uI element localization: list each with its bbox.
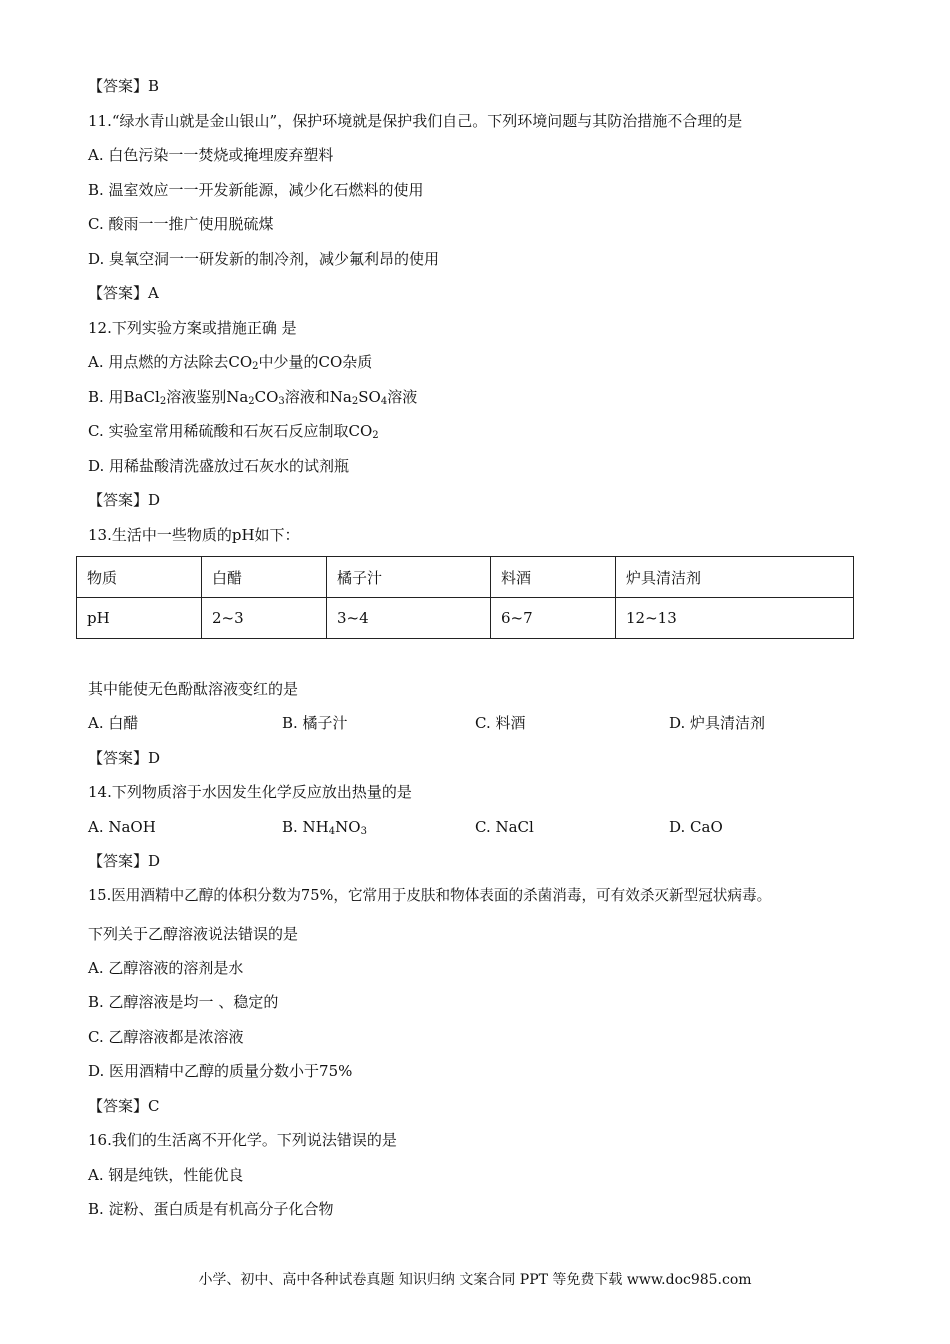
q11-option-b: B. 温室效应一一开发新能源，减少化石燃料的使用: [88, 181, 424, 199]
answer-14: 【答案】D: [88, 852, 161, 870]
q12-option-a: A. 用点燃的方法除去$CO_2$中少量的CO杂质: [88, 353, 373, 372]
q12-option-b: B. 用BaCl$_2$溶液鉴别$Na_2CO_3$溶液和$Na_2SO_4$溶液: [88, 388, 418, 407]
q11-option-d: D. 臭氧空洞一一研发新的制冷剂，减少氟利昂的使用: [88, 250, 440, 268]
q15-option-a: A. 乙醇溶液的溶剂是水: [88, 959, 244, 977]
question-13: 13.生活中一些物质的pH如下：: [88, 526, 300, 544]
q12-option-c: C. 实验室常用稀硫酸和石灰石反应制取$CO_2$: [88, 422, 379, 441]
answer-11: 【答案】A: [88, 284, 159, 302]
table-cell: 料酒: [491, 557, 616, 598]
q16-option-b: B. 淀粉、蛋白质是有机高分子化合物: [88, 1200, 334, 1218]
q13-stem-tail: 其中能使无色酚酞溶液变红的是: [88, 680, 299, 698]
question-16: 16.我们的生活离不开化学。下列说法错误的是: [88, 1131, 397, 1149]
q15-option-b: B. 乙醇溶液是均一 、稳定的: [88, 993, 279, 1011]
q13-option-b: B. 橘子汁: [282, 714, 348, 732]
q11-option-a: A. 白色污染一一焚烧或掩埋废弃塑料: [88, 146, 334, 164]
q11-option-c: C. 酸雨一一推广使用脱硫煤: [88, 215, 274, 233]
q13-option-c: C. 料酒: [475, 714, 526, 732]
answer-10: 【答案】B: [88, 77, 160, 95]
ph-table: [76, 556, 854, 639]
table-cell: 物质: [77, 557, 202, 598]
q14-option-b: B. $NH_4NO_3$: [282, 818, 367, 837]
question-11: 11.“绿水青山就是金山银山”，保护环境就是保护我们自己。下列环境问题与其防治措施不合理的是: [88, 112, 743, 130]
table-cell: 3~4: [327, 598, 491, 639]
table-cell: 炉具清洁剂: [616, 557, 854, 598]
table-cell: 12~13: [616, 598, 854, 639]
q15-option-d: D. 医用酒精中乙醇的质量分数小于75%: [88, 1062, 353, 1080]
table-cell: 白醋: [202, 557, 327, 598]
answer-12: 【答案】D: [88, 491, 161, 509]
table-cell: 橘子汁: [327, 557, 491, 598]
q14-option-c: C. NaCl: [475, 818, 534, 836]
q12-option-d: D. 用稀盐酸清洗盛放过石灰水的试剂瓶: [88, 457, 350, 475]
question-12: 12.下列实验方案或措施正确 是: [88, 319, 297, 337]
ph-table-value-row: [77, 598, 854, 639]
question-15-cont: 下列关于乙醇溶液说法错误的是: [88, 925, 299, 943]
ph-table-header-row: [77, 557, 854, 598]
table-cell: 6~7: [491, 598, 616, 639]
question-14: 14.下列物质溶于水因发生化学反应放出热量的是: [88, 783, 412, 801]
q13-option-d: D. 炉具清洁剂: [669, 714, 766, 732]
page-footer: 小学、初中、高中各种试卷真题 知识归纳 文案合同 PPT 等免费下载 www.doc985.com: [198, 1272, 752, 1288]
q14-option-a: A. NaOH: [88, 818, 156, 836]
question-15: 15.医用酒精中乙醇的体积分数为75%，它常用于皮肤和物体表面的杀菌消毒，可有效杀灭新型冠状病毒。: [88, 887, 772, 904]
q15-option-c: C. 乙醇溶液都是浓溶液: [88, 1028, 244, 1046]
table-cell: 2~3: [202, 598, 327, 639]
answer-15: 【答案】C: [88, 1097, 160, 1115]
q13-option-a: A. 白醋: [88, 714, 139, 732]
q14-option-d: D. CaO: [669, 818, 723, 836]
answer-13: 【答案】D: [88, 749, 161, 767]
table-cell: pH: [77, 598, 202, 639]
q16-option-a: A. 钢是纯铁，性能优良: [88, 1166, 244, 1184]
